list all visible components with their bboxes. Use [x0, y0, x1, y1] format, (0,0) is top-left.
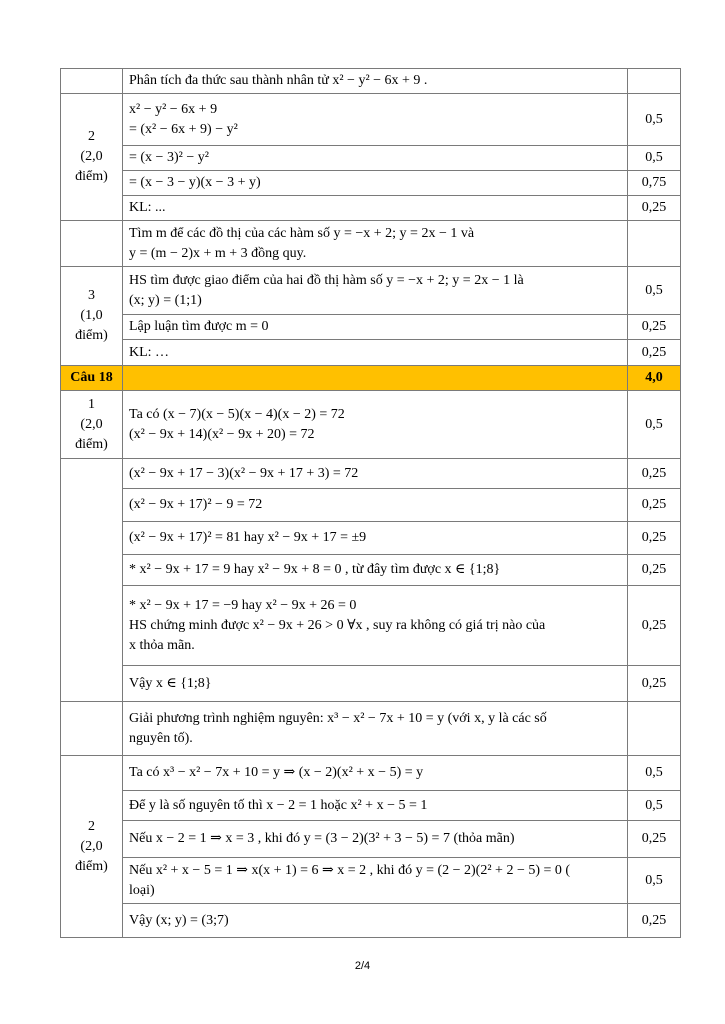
content-line: (x² − 9x + 17 − 3)(x² − 9x + 17 + 3) = 72 [129, 465, 359, 481]
table-row [61, 791, 681, 821]
content-cell [123, 756, 628, 791]
content-line: * x² − 9x + 17 = −9 hay x² − 9x + 26 = 0 [129, 597, 357, 613]
content-cell [123, 94, 628, 146]
table-row [61, 196, 681, 221]
points-cell [628, 221, 681, 267]
table-row [61, 666, 681, 702]
table-row [61, 146, 681, 171]
content-line: = (x − 3)² − y² [129, 150, 209, 165]
question-cell [61, 702, 123, 756]
table-row [61, 821, 681, 858]
question-cell: 3 (1,0 điểm) [61, 267, 123, 366]
content-line: (x² − 9x + 14)(x² − 9x + 20) = 72 [129, 426, 315, 442]
content-cell [123, 340, 628, 366]
content-line: (x² − 9x + 17)² − 9 = 72 [129, 497, 263, 512]
content-cell [123, 555, 628, 586]
table-row [61, 756, 681, 791]
page-number: 2/4 [354, 960, 371, 972]
points-cell: 0,5 [628, 94, 681, 146]
points-cell: 0,25 [628, 459, 681, 489]
content-line: Tìm m để các đồ thị của các hàm số y = −x + 2; y = 2x − 1 và [129, 225, 475, 241]
points-cell: 0,5 [628, 756, 681, 791]
content-cell [123, 702, 628, 756]
question-cell: Câu 18 [61, 366, 123, 391]
table-row [61, 267, 681, 315]
content-line: Nếu x² + x − 5 = 1 ⇒ x(x + 1) = 6 ⇒ x = 2 , khi đó y = (2 − 2)(2² + 2 − 5) = 0 ( [129, 862, 571, 878]
points-cell: 0,25 [628, 196, 681, 221]
content-line: (x² − 9x + 17)² = 81 hay x² − 9x + 17 = ±9 [129, 530, 367, 545]
points-cell [628, 69, 681, 94]
points-cell: 0,5 [628, 391, 681, 459]
content-line: loại) [129, 882, 155, 898]
points-cell: 0,25 [628, 555, 681, 586]
content-cell [123, 522, 628, 555]
content-line: Vậy x ∈ {1;8} [129, 675, 212, 691]
content-line: Ta có (x − 7)(x − 5)(x − 4)(x − 2) = 72 [129, 406, 345, 422]
content-cell [123, 489, 628, 522]
question-cell: 1 (2,0 điểm) [61, 391, 123, 459]
table-row [61, 555, 681, 586]
content-line: Ta có x³ − x² − 7x + 10 = y ⇒ (x − 2)(x² + x − 5) = y [129, 765, 424, 780]
points-cell: 0,25 [628, 340, 681, 366]
question-cell [61, 221, 123, 267]
table-row [61, 171, 681, 196]
points-cell: 0,25 [628, 315, 681, 340]
content-line: KL: ... [129, 200, 166, 215]
content-line: Để y là số nguyên tố thì x − 2 = 1 hoặc x² + x − 5 = 1 [129, 797, 428, 813]
content-line: Lập luận tìm được m = 0 [129, 319, 269, 334]
content-line: nguyên tố). [129, 730, 193, 746]
content-cell [123, 315, 628, 340]
points-cell [628, 702, 681, 756]
table-row [61, 94, 681, 146]
content-line: (x; y) = (1;1) [129, 292, 202, 308]
points-cell: 0,25 [628, 904, 681, 938]
content-cell [123, 858, 628, 904]
table-row [61, 522, 681, 555]
points-cell: 0,25 [628, 489, 681, 522]
content-cell [123, 821, 628, 858]
content-cell [123, 391, 628, 459]
answer-table [60, 68, 681, 938]
content-cell [123, 267, 628, 315]
points-cell: 0,25 [628, 522, 681, 555]
table-row [61, 69, 681, 94]
content-line: y = (m − 2)x + m + 3 đồng quy. [129, 245, 307, 261]
points-cell: 0,5 [628, 267, 681, 315]
content-cell [123, 791, 628, 821]
table-row [61, 489, 681, 522]
content-line: HS chứng minh được x² − 9x + 26 > 0 ∀x , suy ra không có giá trị nào của [129, 617, 546, 633]
content-line: * x² − 9x + 17 = 9 hay x² − 9x + 8 = 0 , từ đây tìm được x ∈ {1;8} [129, 562, 501, 577]
content-cell [123, 904, 628, 938]
content-line: HS tìm được giao điểm của hai đồ thị hàm số y = −x + 2; y = 2x − 1 là [129, 272, 524, 288]
points-cell: 0,25 [628, 821, 681, 858]
table-row [61, 586, 681, 666]
points-cell: 4,0 [628, 366, 681, 391]
content-cell [123, 586, 628, 666]
content-line: KL: … [129, 344, 170, 360]
content-cell [123, 69, 628, 94]
points-cell: 0,5 [628, 858, 681, 904]
content-line: x thỏa mãn. [129, 637, 195, 653]
content-line: x² − y² − 6x + 9 [129, 101, 218, 117]
content-line: Vậy (x; y) = (3;7) [129, 912, 229, 928]
content-cell [123, 146, 628, 171]
table-row [61, 904, 681, 938]
table-row [61, 702, 681, 756]
points-cell: 0,25 [628, 586, 681, 666]
table-row [61, 858, 681, 904]
content-cell [123, 366, 628, 391]
content-line: Phân tích đa thức sau thành nhân tử x² − y² − 6x + 9 . [129, 73, 428, 88]
table-row [61, 340, 681, 366]
table-row [61, 315, 681, 340]
content-line: = (x² − 6x + 9) − y² [129, 121, 238, 137]
points-cell: 0,25 [628, 666, 681, 702]
table-row [61, 391, 681, 459]
table-row [61, 221, 681, 267]
content-cell [123, 221, 628, 267]
points-cell: 0,75 [628, 171, 681, 196]
content-line: = (x − 3 − y)(x − 3 + y) [129, 175, 261, 190]
table-row [61, 459, 681, 489]
content-cell [123, 196, 628, 221]
question-cell [61, 69, 123, 94]
content-cell [123, 171, 628, 196]
question-cell: 2 (2,0 điểm) [61, 756, 123, 938]
content-cell [123, 666, 628, 702]
question-cell [61, 459, 123, 702]
content-line: Nếu x − 2 = 1 ⇒ x = 3 , khi đó y = (3 − 2)(3² + 3 − 5) = 7 (thỏa mãn) [129, 831, 515, 846]
content-line: Giải phương trình nghiệm nguyên: x³ − x² − 7x + 10 = y (với x, y là các số [129, 710, 547, 726]
points-cell: 0,5 [628, 146, 681, 171]
points-cell: 0,5 [628, 791, 681, 821]
question-cell: 2 (2,0 điểm) [61, 94, 123, 221]
content-cell [123, 459, 628, 489]
table-row [61, 366, 681, 391]
